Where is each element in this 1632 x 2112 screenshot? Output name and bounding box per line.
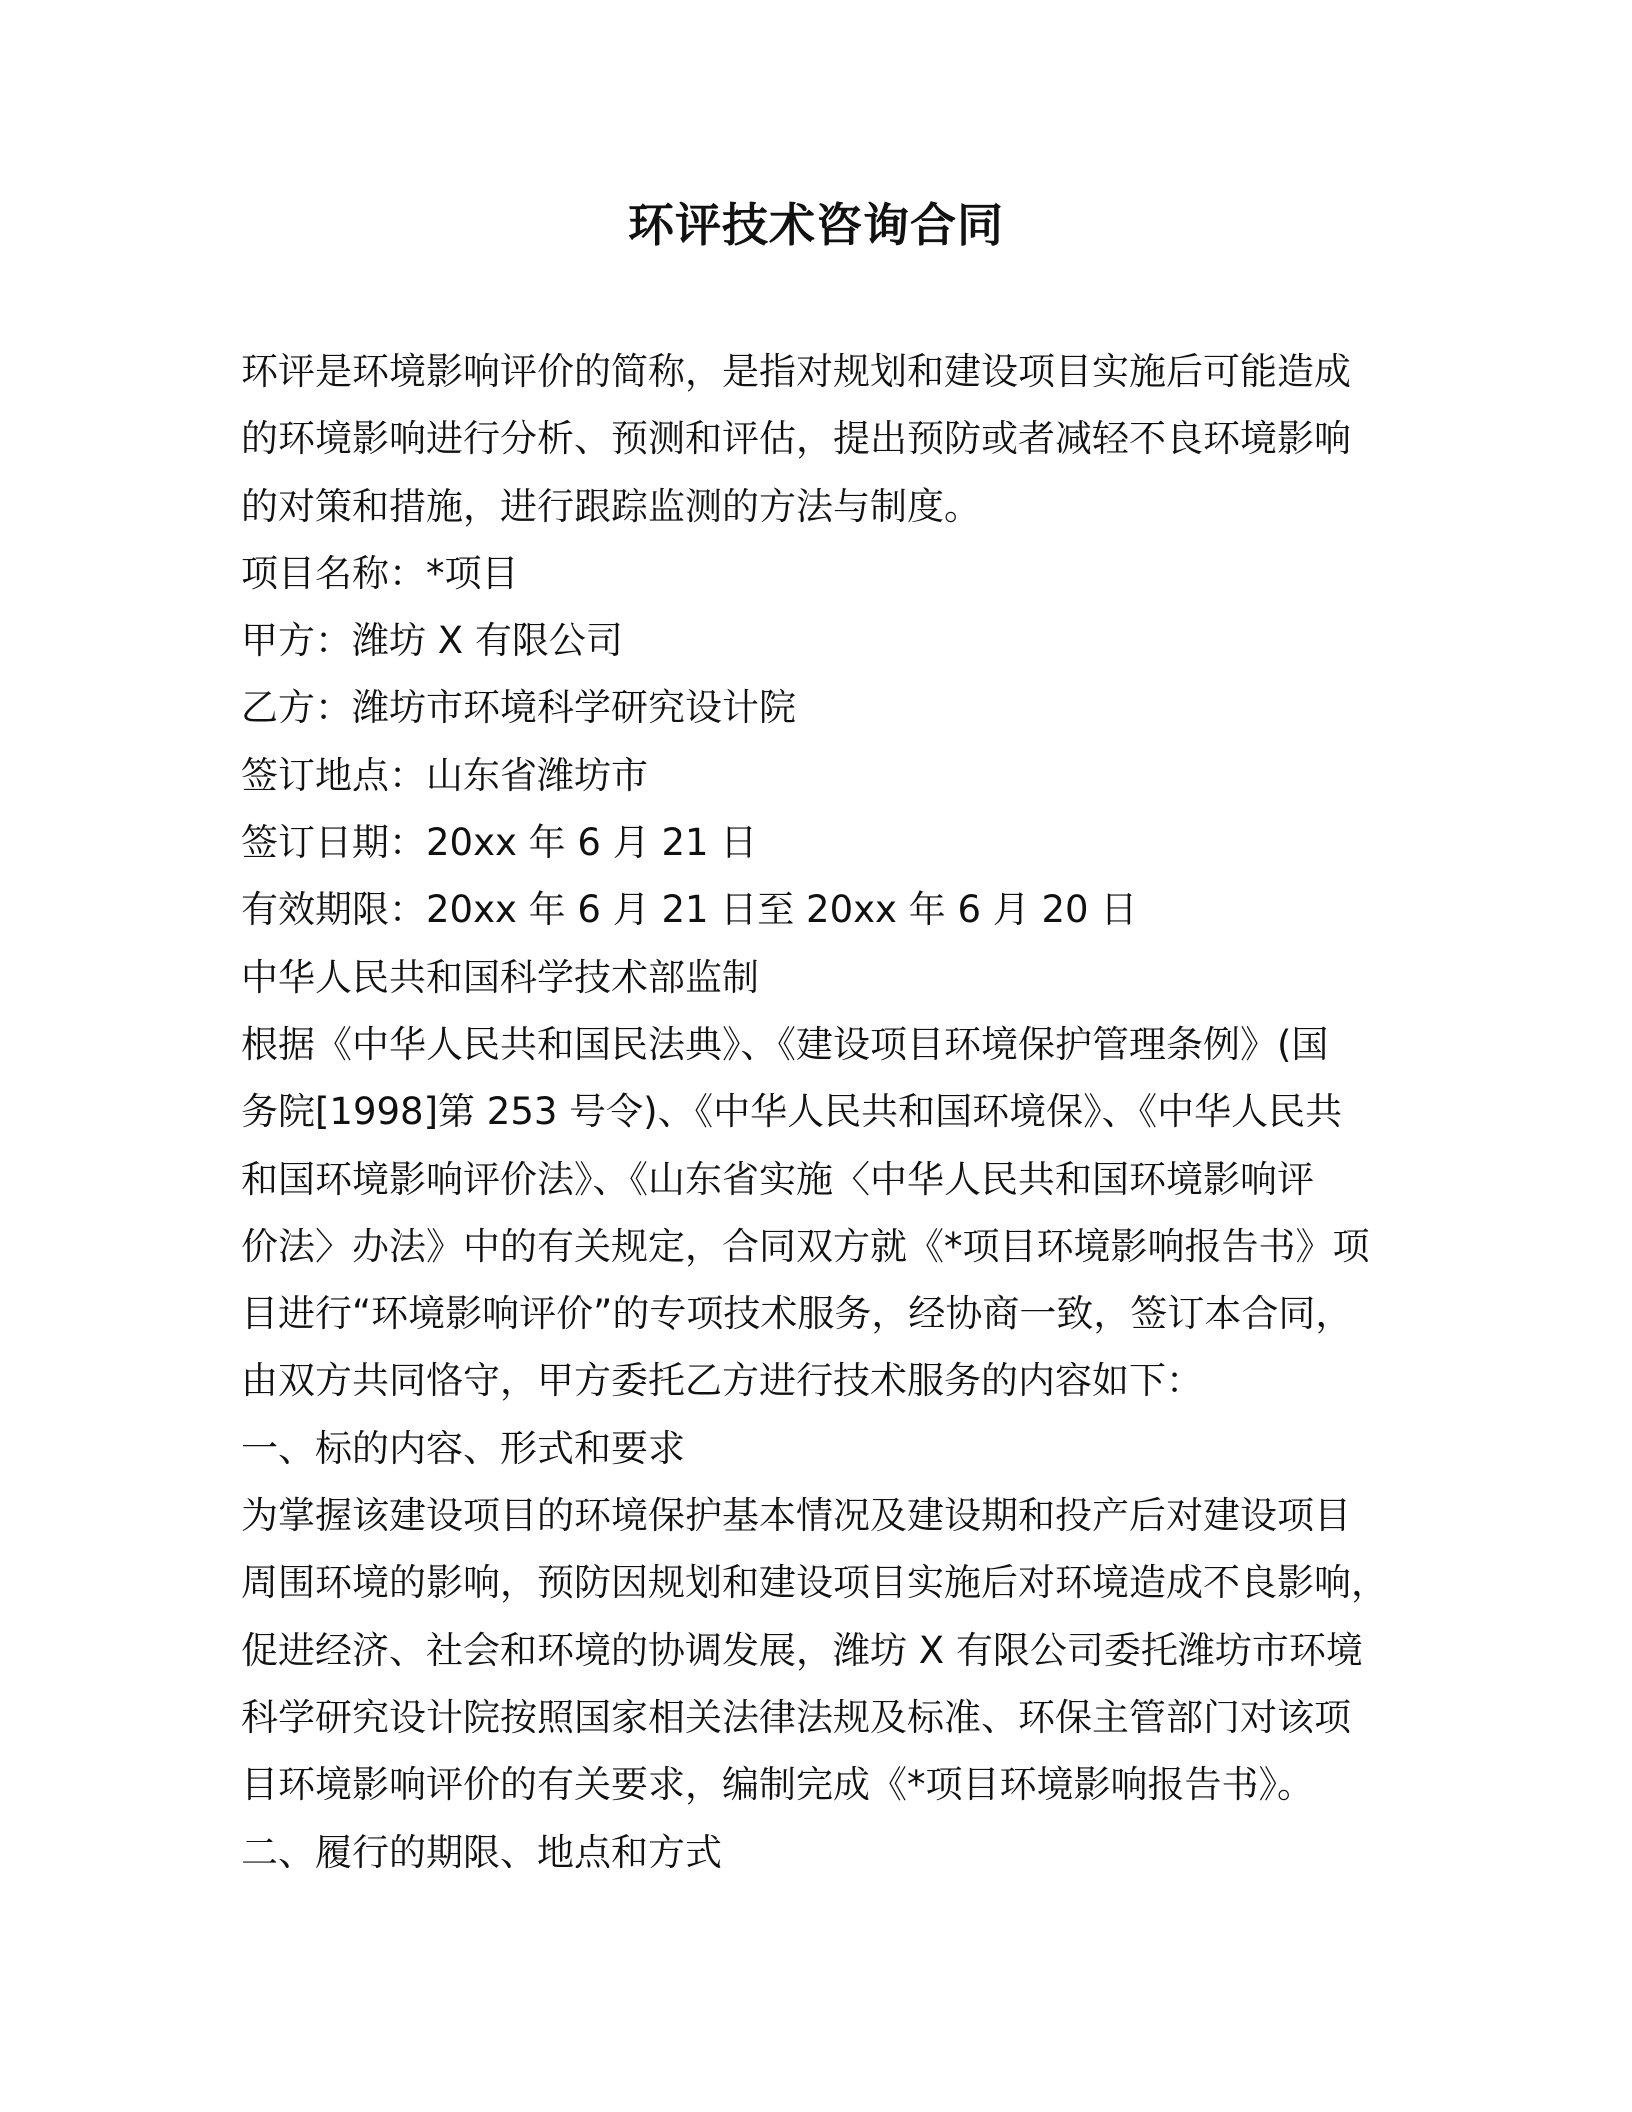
text-line: 由双方共同恪守，甲方委托乙方进行技术服务的内容如下： bbox=[241, 1359, 1203, 1403]
section-heading: 二、履行的期限、地点和方式 bbox=[241, 1830, 722, 1874]
text-line: 的环境影响进行分析、预测和评估，提出预防或者减轻不良环境影响 bbox=[241, 417, 1351, 461]
supervisor-line: 中华人民共和国科学技术部监制 bbox=[241, 955, 759, 999]
party-a-line: 甲方：潍坊 X 有限公司 bbox=[241, 619, 623, 663]
signing-place-line: 签订地点：山东省潍坊市 bbox=[241, 753, 648, 797]
text-line: 为掌握该建设项目的环境保护基本情况及建设期和投产后对建设项目 bbox=[241, 1494, 1351, 1538]
text-line: 促进经济、社会和环境的协调发展，潍坊 X 有限公司委托潍坊市环境 bbox=[241, 1628, 1363, 1672]
text-line: 周围环境的影响，预防因规划和建设项目实施后对环境造成不良影响， bbox=[241, 1561, 1388, 1605]
text-line: 的对策和措施，进行跟踪监测的方法与制度。 bbox=[241, 484, 981, 528]
text-line: 根据《中华人民共和国民法典》、《建设项目环境保护管理条例》(国 bbox=[241, 1022, 1329, 1066]
text-line: 目环境影响评价的有关要求，编制完成《*项目环境影响报告书》。 bbox=[241, 1763, 1314, 1807]
section-heading: 一、标的内容、形式和要求 bbox=[241, 1426, 685, 1470]
validity-period-line: 有效期限：20xx 年 6 月 21 日至 20xx 年 6 月 20 日 bbox=[241, 888, 1138, 932]
text-line: 务院[1998]第 253 号令)、《中华人民共和国环境保》、《中华人民共 bbox=[241, 1090, 1343, 1134]
project-name-line: 项目名称：*项目 bbox=[241, 551, 519, 595]
document-body bbox=[241, 338, 1388, 1886]
text-line: 科学研究设计院按照国家相关法律法规及标准、环保主管部门对该项 bbox=[241, 1695, 1351, 1739]
text-line: 环评是环境影响评价的简称，是指对规划和建设项目实施后可能造成 bbox=[241, 350, 1351, 393]
document-title: 环评技术咨询合同 bbox=[628, 198, 1004, 252]
text-line: 和国环境影响评价法》、《山东省实施〈中华人民共和国环境影响评 bbox=[241, 1157, 1314, 1201]
signing-date-line: 签订日期：20xx 年 6 月 21 日 bbox=[241, 821, 758, 865]
party-b-line: 乙方：潍坊市环境科学研究设计院 bbox=[241, 686, 796, 730]
text-line: 价法〉办法》中的有关规定，合同双方就《*项目环境影响报告书》项 bbox=[241, 1224, 1370, 1268]
text-line: 目进行“环境影响评价”的专项技术服务，经协商一致，签订本合同， bbox=[241, 1292, 1353, 1336]
